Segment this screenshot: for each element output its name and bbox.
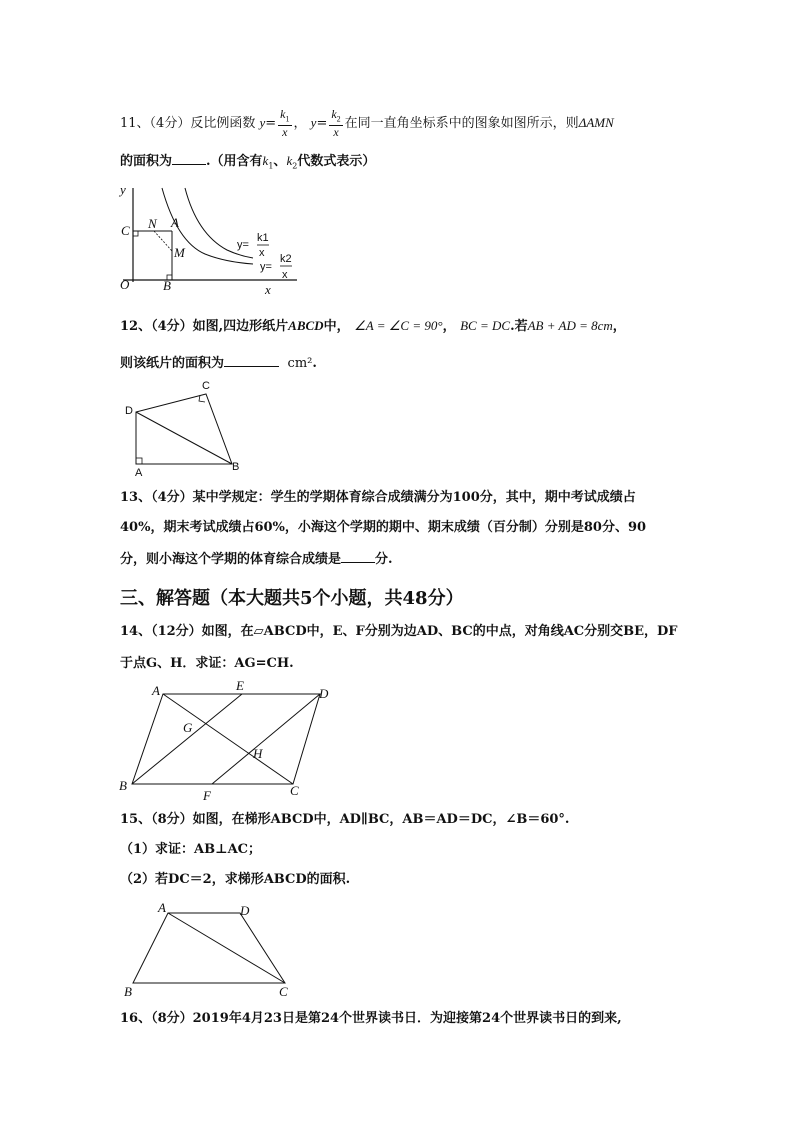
q11-label-c: C (121, 223, 130, 238)
q14-label-h: H (253, 746, 263, 761)
q11-curve1-x: x (259, 247, 265, 259)
q12-right-angle-a (136, 458, 142, 464)
q11-text-b: 在同一直角坐标系中的图象如图所示，则 (344, 116, 579, 132)
q11-label-x: x (265, 282, 271, 297)
q15-label-d: D (240, 903, 250, 918)
q11-frac-k1: $\frac{k_1}{x}$ (280, 107, 290, 140)
q12-figure (122, 380, 252, 479)
q11-text-a: 反比例函数 (190, 116, 256, 132)
q11-label-y: y (120, 182, 126, 197)
q12-right-angle-c (199, 395, 205, 402)
q12-answer-blank[interactable] (224, 354, 279, 367)
q11-curve1-y: y= (237, 239, 249, 251)
q15-line3: （2）若DC＝2，求梯形ABCD的面积. (120, 872, 351, 887)
q13-line3: 分，则小海这个学期的体育综合成绩是 分. (120, 552, 393, 567)
q14-figure (115, 678, 335, 803)
q11-curve2-x: x (282, 269, 288, 281)
q16-line1: 16、（8分）2019年4月23日是第24个世界读书日．为迎接第24个世界读书日的到来, (120, 1011, 622, 1026)
q15-line2: （1）求证：AB⊥AC； (120, 842, 262, 857)
q15-diagonal-ac (168, 913, 285, 983)
q13-line1: 13、（4分）某中学规定：学生的学期体育综合成绩满分为100分，其中，期中考试成绩占 (120, 490, 636, 505)
q14-label-c: C (290, 783, 299, 798)
q11-label-m: M (174, 245, 185, 260)
q14-label-b: B (119, 778, 127, 793)
q11-segment-nm (154, 231, 172, 251)
q11-line1: 11、（4分）反比例函数 y= $\frac{k_1}{x}$ ， y= $\frac{k_2}{x}$ 在同一直角坐标系中的图象如图所示，则ΔAMN (120, 107, 614, 140)
q14-line2: 于点G、H．求证：AG=CH. (120, 656, 294, 671)
q12-line2: 则该纸片的面积为 cm². (120, 356, 317, 371)
q12-line1: 12、（4分）如图,四边形纸片ABCD中， ∠A = ∠C = 90°， BC = DC.若AB + AD = 8cm， (120, 318, 626, 334)
q14-segment-be (132, 694, 242, 784)
q15-label-c: C (279, 984, 288, 999)
q12-label-b: B (232, 461, 240, 473)
q15-figure (118, 900, 308, 1000)
q11-label-n: N (148, 216, 157, 231)
q12-quadrilateral (136, 394, 232, 464)
q15-label-a: A (158, 900, 166, 915)
q11-label-a: A (171, 215, 179, 230)
q12-label-a: A (135, 467, 143, 479)
q14-line1: 14、（12分）如图，在▱ABCD中，E、F分别为边AD、BC的中点，对角线AC分别交BE，DF (120, 624, 678, 639)
q14-label-d: D (319, 686, 329, 701)
q11-curve2-y: y= (260, 261, 272, 273)
q11-label-o: O (120, 277, 130, 292)
q14-label-a: A (152, 683, 160, 698)
q15-line1: 15、（8分）如图，在梯形ABCD中，AD∥BC，AB＝AD＝DC，∠B＝60°. (120, 812, 570, 827)
q11-score: （4分） (149, 116, 191, 132)
q15-trapezoid (133, 913, 285, 983)
q12-diagonal-db (136, 412, 232, 464)
q11-answer-blank[interactable] (172, 152, 206, 165)
q13-answer-blank[interactable] (341, 550, 375, 563)
q11-frac-k2: $\frac{k_2}{x}$ (331, 107, 341, 140)
q11-figure (115, 182, 305, 297)
q11-right-angle-c (133, 231, 138, 236)
q13-line2: 40%，期末考试成绩占60%，小海这个学期的期中、期末成绩（百分制）分别是80分、90 (120, 520, 647, 535)
q11-curve2-k: k2 (280, 253, 292, 265)
q11-line2: 的面积为 .（用含有$k_1$、$k_2$代数式表示） (120, 153, 376, 171)
q12-label-c: C (202, 380, 210, 392)
q15-label-b: B (124, 984, 132, 999)
q11-number: 11、 (120, 116, 150, 132)
q11-curve1-k: k1 (257, 232, 269, 244)
q12-label-d: D (125, 405, 133, 417)
q14-label-g: G (183, 720, 193, 735)
section3-title: 三、解答题（本大题共5个小题，共48分） (120, 588, 464, 609)
q11-triangle: ΔAMN (578, 115, 614, 131)
q14-label-e: E (236, 678, 244, 693)
q11-label-b: B (163, 278, 171, 293)
q14-label-f: F (203, 788, 211, 803)
